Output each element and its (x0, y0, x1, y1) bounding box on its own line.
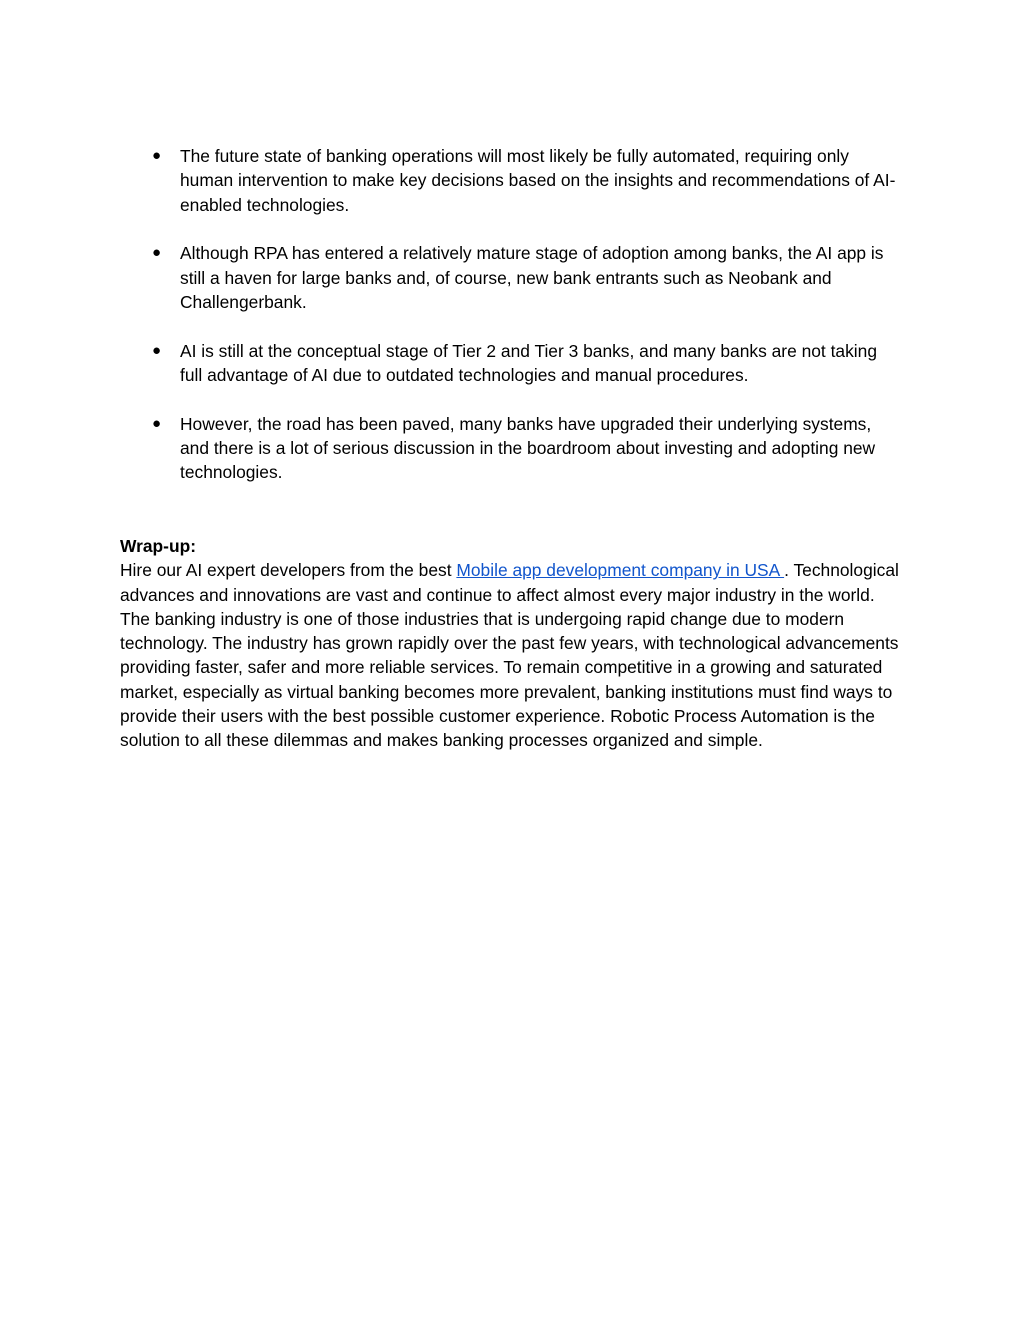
list-item (152, 241, 902, 314)
wrapup-intro: Hire our AI expert developers from the best (120, 560, 457, 581)
wrapup-section (120, 534, 905, 753)
bullet-text: However, the road has been paved, many banks have upgraded their underlying systems, and there is a lot of serious discussion in the boardroom about investing and adopting new technologies. (180, 413, 876, 483)
wrapup-heading: Wrap-up: (120, 536, 196, 556)
wrapup-body-text: Technological advances and innovations are vast and continue to affect almost every major industry in the world. The banking industry is one of those industries that is undergoing rapid change due to modern technology. The industry has grown rapidly over the past few years, with technological advancements providing faster, safer and more reliable services. To remain competitive in a growing and saturated market, especially as virtual banking becomes more prevalent, banking institutions must find ways to provide their users with the best possible customer experience. Robotic Process Automation is the solution to all these dilemmas and makes banking processes organized and simple. (120, 560, 899, 751)
list-item (152, 412, 902, 485)
mobile-app-company-link[interactable]: Mobile app development company in USA (456, 560, 785, 581)
list-item (152, 339, 902, 388)
bullet-dot-icon: ● (152, 341, 162, 359)
bullet-dot-icon: ● (152, 414, 162, 432)
bullet-text: AI is still at the conceptual stage of Tier 2 and Tier 3 banks, and many banks are not taking full advantage of AI due to outdated technologies and manual procedures. (180, 340, 877, 386)
wrapup-paragraph (120, 558, 905, 752)
list-item (152, 144, 902, 217)
bullet-dot-icon: ● (152, 244, 162, 262)
bullet-text: Although RPA has entered a relatively mature stage of adoption among banks, the AI app is still a haven for large banks and, of course, new bank entrants such as Neobank and Challengerbank. (180, 243, 884, 312)
bullet-text: The future state of banking operations will most likely be fully automated, requiring only human intervention to make key decisions based on the insights and recommendations of AI-enabled technologies. (180, 146, 896, 215)
wrapup-after-link: . (784, 560, 789, 581)
bullet-dot-icon: ● (152, 147, 162, 164)
bullet-list (152, 144, 902, 509)
